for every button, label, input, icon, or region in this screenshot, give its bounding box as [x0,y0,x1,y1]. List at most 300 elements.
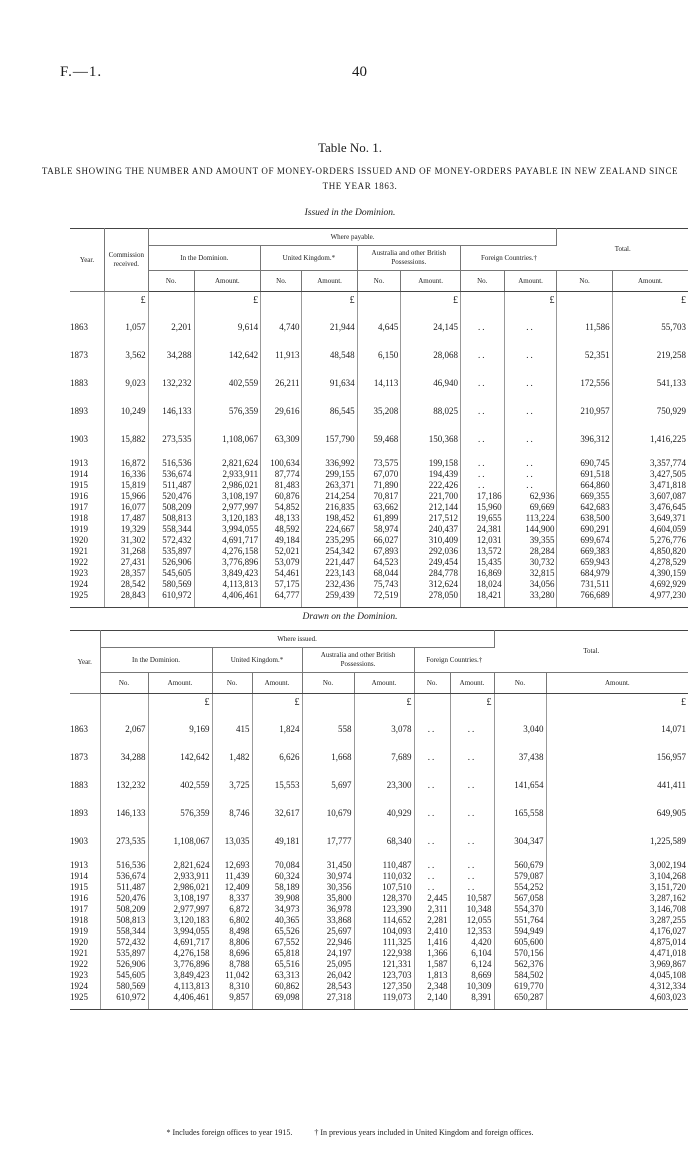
table-cell: .. [460,306,504,334]
no-header: No. [494,673,546,694]
table-cell: 3,120,183 [194,513,261,524]
table-cell [450,1003,494,1010]
table-cell: 15,819 [104,480,148,491]
table-cell: 104,093 [354,926,414,937]
amount-header: Amount. [302,271,357,292]
table-cell: 132,232 [148,362,194,390]
group-header-foreign: Foreign Countries.† [414,648,494,673]
table-row [70,469,688,480]
amount-header: Amount. [148,673,212,694]
table-cell [357,446,401,458]
table-cell: 263,371 [302,480,357,491]
table-cell: 273,535 [148,418,194,446]
table-cell: 110,487 [354,860,414,871]
amount-header: Amount. [354,673,414,694]
table-cell: 28,542 [104,579,148,590]
table-cell [261,446,302,458]
table-cell: .. [450,708,494,736]
group-header-australia: Australia and other British Possessions. [357,246,460,271]
footnote-united-kingdom: * Includes foreign offices to year 1915. [166,1128,293,1137]
table-cell [612,446,688,458]
table-cell: 273,535 [100,820,148,848]
table-cell: 91,634 [302,362,357,390]
table-cell: 638,500 [557,513,612,524]
table-cell: 111,325 [354,937,414,948]
table-cell [612,601,688,608]
currency-symbol: £ [148,694,212,709]
table-cell: .. [460,334,504,362]
table-cell: 3,078 [354,708,414,736]
table-cell: 516,536 [148,458,194,469]
table-cell: 3,471,818 [650,480,686,490]
table-cell: 36,978 [302,904,354,915]
page-number: 40 [352,64,367,80]
group-header-dominion: In the Dominion. [148,246,261,271]
table-cell: 122,938 [354,948,414,959]
year-cell: 1915 [70,882,100,893]
table-cell: 214,254 [302,491,357,502]
table-cell: 33,280 [504,590,557,601]
table-cell: 4,278,529 [650,557,686,567]
table-cell: .. [414,764,450,792]
table-cell: 19,329 [104,524,148,535]
table-cell [460,292,504,307]
table-cell: 59,468 [357,418,401,446]
table-row [70,590,688,601]
table-cell: 619,770 [494,981,546,992]
year-cell: 1917 [70,904,100,915]
table-cell: 28,357 [104,568,148,579]
table-cell [70,694,100,709]
table-cell: 3,994,055 [148,926,212,937]
table-cell: 3,120,183 [148,915,212,926]
table-cell: 396,312 [557,418,612,446]
no-header: No. [100,673,148,694]
table-row [70,708,688,736]
table-cell: 156,957 [656,752,687,762]
table-cell: 4,113,813 [194,579,261,590]
table-cell: 1,416 [414,937,450,948]
table-cell [212,1003,252,1010]
year-cell: 1903 [70,418,104,446]
table-cell: 292,036 [401,546,461,557]
table-cell: 4,406,461 [194,590,261,601]
table-cell: 4,276,158 [148,948,212,959]
table-cell: 52,351 [557,334,612,362]
table-cell: 67,070 [357,469,401,480]
table-cell: 132,232 [100,764,148,792]
table-cell: 2,986,021 [194,480,261,491]
table-cell: 2,821,624 [194,458,261,469]
table-cell: 114,652 [354,915,414,926]
table-cell: 62,936 [504,491,557,502]
year-cell: 1922 [70,557,104,568]
table-cell: 508,209 [100,904,148,915]
table-cell: 165,558 [494,792,546,820]
table-cell: 32,617 [252,792,302,820]
table-cell: 110,032 [354,871,414,882]
table-cell: .. [460,362,504,390]
table-cell: 8,337 [212,893,252,904]
year-cell: 1883 [70,764,100,792]
table-cell: .. [414,882,450,893]
table-cell [148,848,212,860]
table-cell: 212,144 [401,502,461,513]
table-cell: 690,745 [557,458,612,469]
commission-header: Commission received. [104,229,148,292]
table-cell: 558,344 [100,926,148,937]
table-cell [354,1003,414,1010]
table-cell: 545,605 [100,970,148,981]
table-cell: 558,344 [148,524,194,535]
table-cell: 4,276,158 [194,546,261,557]
table-end-row [70,601,688,608]
group-header-dominion: In the Dominion. [100,648,212,673]
table-cell: 222,426 [401,480,461,491]
table-cell: 63,313 [252,970,302,981]
table-cell: 8,669 [450,970,494,981]
table-row [70,882,688,893]
table-cell: 1,108,067 [148,820,212,848]
table-cell: 441,411 [657,780,687,790]
table-cell: 567,058 [494,893,546,904]
table-cell: 669,355 [557,491,612,502]
table-cell: 10,309 [450,981,494,992]
table-cell: 8,788 [212,959,252,970]
table-cell: 2,311 [414,904,450,915]
year-cell: 1921 [70,948,100,959]
table-cell: 2,986,021 [148,882,212,893]
table-cell: 3,427,505 [650,469,686,479]
table-cell: 554,252 [494,882,546,893]
table-cell: 30,732 [504,557,557,568]
table-cell [261,292,302,307]
year-cell: 1924 [70,981,100,992]
table-cell: 18,421 [460,590,504,601]
table-cell: 67,893 [357,546,401,557]
table-cell [460,446,504,458]
table-cell: .. [450,736,494,764]
table-cell: 60,862 [252,981,302,992]
table-cell: 3,108,197 [194,491,261,502]
table-cell [504,601,557,608]
table-cell: 664,860 [557,480,612,491]
year-cell: 1917 [70,502,104,513]
table-cell [414,694,450,709]
table-row [70,904,688,915]
table-cell: 4,691,717 [194,535,261,546]
table-cell: 535,897 [100,948,148,959]
table-cell: 12,409 [212,882,252,893]
table-cell: 4,045,108 [650,970,687,980]
table-cell: 33,868 [302,915,354,926]
no-header: No. [212,673,252,694]
table-cell [70,1003,100,1010]
table-cell: .. [504,306,557,334]
year-cell: 1920 [70,535,104,546]
table-row [70,871,688,882]
table-row [70,535,688,546]
table-cell: 121,331 [354,959,414,970]
table-cell: 1,813 [414,970,450,981]
year-cell: 1893 [70,792,100,820]
table-cell: 3,562 [104,334,148,362]
table-cell: 1,587 [414,959,450,970]
table-cell: 31,450 [302,860,354,871]
table-cell: 19,655 [460,513,504,524]
table-cell: 172,556 [557,362,612,390]
table-row [70,579,688,590]
document-reference: F.—1. [60,64,103,80]
table-cell [557,446,612,458]
table-cell: 15,960 [460,502,504,513]
table-row [70,557,688,568]
table-cell: 10,348 [450,904,494,915]
footnote-foreign-countries: † In previous years included in United Kingdom and foreign offices. [314,1128,534,1137]
table-cell: 18,024 [460,579,504,590]
table-cell: 415 [212,708,252,736]
year-cell: 1923 [70,970,100,981]
table-cell: 58,189 [252,882,302,893]
year-cell: 1918 [70,915,100,926]
table-row [70,820,688,848]
table-cell: 508,209 [148,502,194,513]
table-cell: .. [450,764,494,792]
table-row [70,981,688,992]
group-header-united-kingdom: United Kingdom.* [261,246,357,271]
table-cell: 4,176,027 [650,926,687,936]
table-cell: 508,813 [100,915,148,926]
table-cell: .. [460,458,504,469]
table-cell: 508,813 [148,513,194,524]
table-cell: 4,740 [261,306,302,334]
year-cell: 1913 [70,458,104,469]
table-cell: 240,437 [401,524,461,535]
year-cell: 1914 [70,469,104,480]
table-cell: 576,359 [194,390,261,418]
table-cell: 61,899 [357,513,401,524]
table-cell: 310,409 [401,535,461,546]
table-cell [401,601,461,608]
table-cell: 28,284 [504,546,557,557]
footnotes [0,1128,700,1137]
table-cell: 6,104 [450,948,494,959]
amount-header: Amount. [612,271,688,292]
table-cell: 86,545 [302,390,357,418]
table-cell [194,446,261,458]
table-cell [302,694,354,709]
table-cell: 560,679 [494,860,546,871]
table-cell: 49,181 [252,820,302,848]
table-cell: 4,692,929 [650,579,686,589]
table-cell: 16,336 [104,469,148,480]
currency-symbol: £ [354,694,414,709]
group-header-foreign: Foreign Countries.† [460,246,557,271]
table-cell: 4,850,820 [650,546,686,556]
table-cell: 541,133 [656,378,686,388]
group-header-australia: Australia and other British Possessions. [302,648,414,673]
table-cell: 46,940 [401,362,461,390]
table-cell: .. [450,820,494,848]
table-row [70,524,688,535]
table-cell: 511,487 [148,480,194,491]
table-cell: 11,586 [557,306,612,334]
total-header: Total. [494,631,688,673]
table-cell: 34,973 [252,904,302,915]
table-cell: 142,642 [194,334,261,362]
table-cell: 3,994,055 [194,524,261,535]
table-cell: 60,324 [252,871,302,882]
year-cell: 1863 [70,708,100,736]
table-cell: 48,133 [261,513,302,524]
year-cell: 1916 [70,893,100,904]
year-cell: 1924 [70,579,104,590]
table-row [70,893,688,904]
table-cell: 3,849,423 [194,568,261,579]
table-cell: 57,175 [261,579,302,590]
table-cell: 6,872 [212,904,252,915]
table-cell: 17,777 [302,820,354,848]
table-cell: .. [414,871,450,882]
table-cell: .. [504,458,557,469]
table-cell: 221,700 [401,491,461,502]
table-cell: 2,977,997 [148,904,212,915]
table-cell: 55,703 [661,322,686,332]
table-cell: .. [450,871,494,882]
table-cell: 8,806 [212,937,252,948]
table-cell: 81,483 [261,480,302,491]
table-cell: 584,502 [494,970,546,981]
table-cell: 32,815 [504,568,557,579]
table-cell: 690,291 [557,524,612,535]
table-cell [302,446,357,458]
table-cell: 24,197 [302,948,354,959]
table-cell: 520,476 [148,491,194,502]
table-cell: 40,365 [252,915,302,926]
table-cell: 6,626 [252,736,302,764]
table-cell: 3,287,255 [650,915,687,925]
table-cell: 13,572 [460,546,504,557]
table-cell: 65,516 [252,959,302,970]
table-cell: 224,667 [302,524,357,535]
table-cell: 39,908 [252,893,302,904]
table-cell: 73,575 [357,458,401,469]
table-cell: 88,025 [401,390,461,418]
table-cell: 3,776,896 [194,557,261,568]
table-cell: 554,370 [494,904,546,915]
table-cell: 2,410 [414,926,450,937]
table-cell: 8,310 [212,981,252,992]
table-cell: 605,600 [494,937,546,948]
table-cell: 579,087 [494,871,546,882]
table-cell: 4,645 [357,306,401,334]
table-cell: 30,356 [302,882,354,893]
table-cell: 731,511 [557,579,612,590]
table-cell [302,848,354,860]
table-cell: 25,697 [302,926,354,937]
table-cell: 684,979 [557,568,612,579]
table-cell: 35,208 [357,390,401,418]
table-cell: 8,498 [212,926,252,937]
table-cell: 64,777 [261,590,302,601]
table-cell: 766,689 [557,590,612,601]
table-row [70,546,688,557]
table-cell: 3,357,774 [650,458,686,468]
table-cell: 511,487 [100,882,148,893]
table-cell: 221,447 [302,557,357,568]
currency-symbol: £ [104,292,148,307]
currency-symbol: £ [450,694,494,709]
table-cell: 68,044 [357,568,401,579]
table-row [70,480,688,491]
table-cell: 284,778 [401,568,461,579]
table-cell: 22,946 [302,937,354,948]
year-cell: 1925 [70,590,104,601]
table-cell: 15,553 [252,764,302,792]
table-cell: 526,906 [148,557,194,568]
amount-header: Amount. [504,271,557,292]
table-cell: 9,614 [194,306,261,334]
table-cell [70,601,104,608]
currency-symbol: £ [681,295,686,306]
table-cell [494,848,546,860]
table-cell: 25,095 [302,959,354,970]
table-row [70,458,688,469]
table-cell: 2,140 [414,992,450,1003]
amount-header: Amount. [546,673,688,694]
table-row [70,362,688,390]
table-cell: 123,390 [354,904,414,915]
table-cell [354,848,414,860]
table-cell: 526,906 [100,959,148,970]
year-cell: 1873 [70,334,104,362]
table-cell: 67,552 [252,937,302,948]
year-cell: 1893 [70,390,104,418]
table-cell: 31,268 [104,546,148,557]
table-cell: .. [450,792,494,820]
no-header: No. [148,271,194,292]
table-cell: 2,348 [414,981,450,992]
table-cell [70,446,104,458]
table-cell: 150,368 [401,418,461,446]
table-cell: 198,452 [302,513,357,524]
table-cell [546,1003,688,1010]
issued-subtitle: Issued in the Dominion. [304,208,396,218]
year-cell: 1919 [70,524,104,535]
currency-symbol: £ [401,292,461,307]
table-cell: .. [414,792,450,820]
table-cell: 157,790 [302,418,357,446]
table-cell: 3,607,087 [650,491,686,501]
table-cell: 4,691,717 [148,937,212,948]
table-cell: 5,697 [302,764,354,792]
table-cell: 71,890 [357,480,401,491]
no-header: No. [414,673,450,694]
table-cell: 2,933,911 [148,871,212,882]
year-cell: 1919 [70,926,100,937]
table-cell: 576,359 [148,792,212,820]
table-cell: 6,150 [357,334,401,362]
table-cell [504,446,557,458]
table-cell: 3,002,194 [650,860,687,870]
table-cell: 536,674 [100,871,148,882]
table-cell: 75,743 [357,579,401,590]
year-cell: 1915 [70,480,104,491]
table-cell [100,1003,148,1010]
table-cell: 37,438 [494,736,546,764]
table-cell: 15,882 [104,418,148,446]
table-cell: 34,288 [100,736,148,764]
